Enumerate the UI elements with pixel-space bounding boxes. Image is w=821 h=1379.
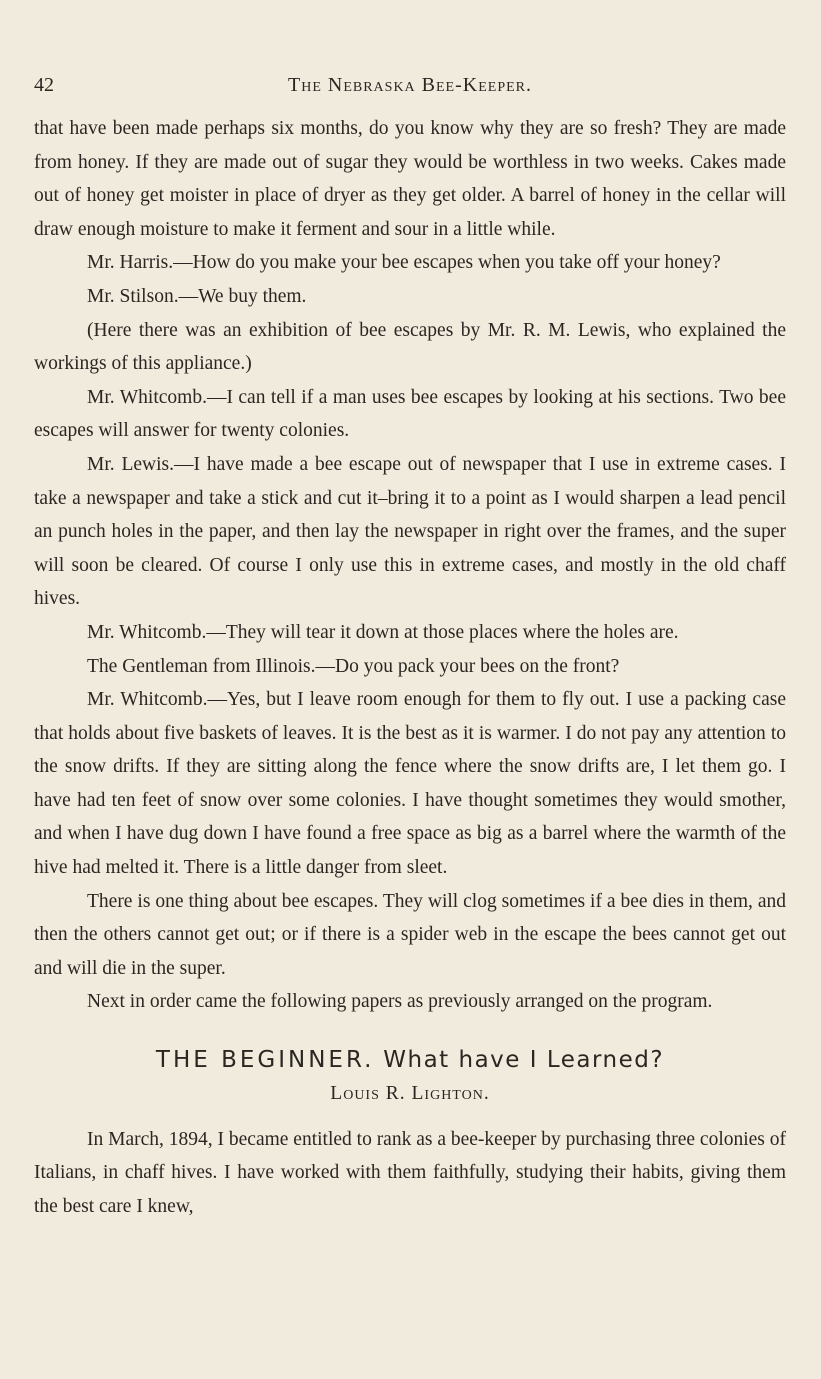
paragraph: Next in order came the following papers as previously arranged on the program. xyxy=(87,991,713,1013)
running-title: The Nebraska Bee-Keeper. xyxy=(288,74,532,96)
paragraph: There is one thing about bee escapes. They will clog sometimes if a bee dies in them, and then the others cannot get out; or if there is a spider web in the escape the bees cannot get out and will die in the super. xyxy=(34,890,786,979)
article-title xyxy=(34,1043,786,1077)
paragraph: that have been made perhaps six months, do you know why they are so fresh? They are made from honey. If they are made out of sugar they would be worthless in two weeks. Cakes made out of honey get moister in place of dryer as they get older. A barrel of honey in the cellar will draw enough moisture to make it ferment and sour in a little while. xyxy=(34,118,786,240)
page-body xyxy=(34,112,786,1223)
article-title-sub: What have I Learned? xyxy=(383,1047,665,1074)
running-header xyxy=(34,74,786,104)
paragraph: Mr. Whitcomb.—Yes, but I leave room enough for them to fly out. I use a packing case that holds about five baskets of leaves. It is the best as it is warmer. I do not pay any attention to the snow drifts. If they are sitting along the fence where the snow drifts are, I let them go. I have had ten feet of snow over some colonies. I have thought sometimes they would smother, and when I have dug down I have found a free space as big as a barrel where the warmth of the hive had melted it. There is a little danger from sleet. xyxy=(34,689,786,879)
paragraph: Mr. Stilson.—We buy them. xyxy=(87,285,307,307)
article-title-main: THE BEGINNER. xyxy=(155,1047,375,1074)
article-author: Louis R. Lighton. xyxy=(330,1083,490,1105)
paragraph: Mr. Harris.—How do you make your bee escapes when you take off your honey? xyxy=(87,252,721,274)
paragraph: The Gentleman from Illinois.—Do you pack your bees on the front? xyxy=(87,655,620,677)
page-number: 42 xyxy=(34,74,54,96)
paragraph: (Here there was an exhibition of bee escapes by Mr. R. M. Lewis, who explained the workings of this appliance.) xyxy=(34,319,786,375)
paragraph: In March, 1894, I became entitled to rank as a bee-keeper by purchasing three colonies of Italians, in chaff hives. I have worked with them faithfully, studying their habits, giving them the best care I knew, xyxy=(34,1128,787,1217)
paragraph: Mr. Whitcomb.—I can tell if a man uses bee escapes by looking at his sections. Two bee escapes will answer for twenty colonies. xyxy=(34,386,786,442)
paragraph: Mr. Lewis.—I have made a bee escape out of newspaper that I use in extreme cases. I take a newspaper and take a stick and cut it–bring it to a point as I would sharpen a lead pencil an punch holes in the paper, and then lay the newspaper in right over the frames, and the super will soon be cleared. Of course I only use this in extreme cases, and mostly in the old chaff hives. xyxy=(34,453,786,610)
paragraph: Mr. Whitcomb.—They will tear it down at those places where the holes are. xyxy=(87,621,679,643)
